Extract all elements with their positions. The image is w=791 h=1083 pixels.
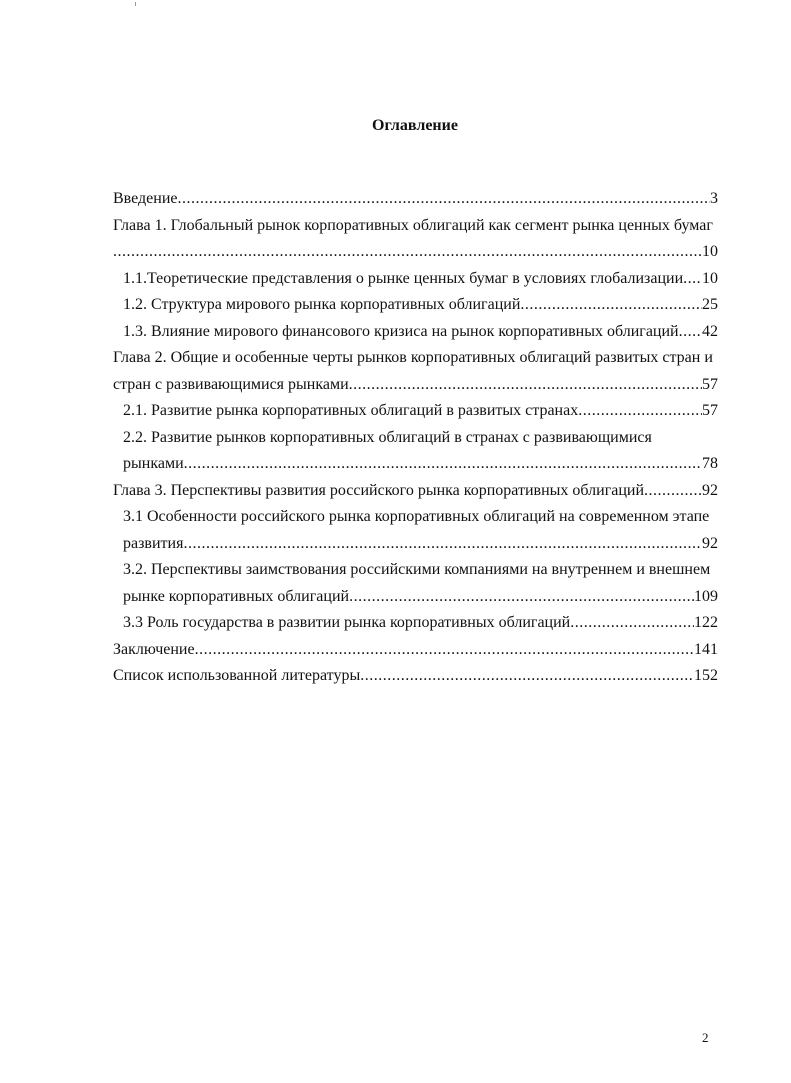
toc-entry-text-cont: стран с развивающимися рынками xyxy=(113,375,349,393)
toc-entry-text-cont: рынками xyxy=(123,455,184,472)
toc-entry-3-2[interactable] xyxy=(113,557,718,584)
toc-entry-text: 2.2. Развитие рынков корпоративных облигаций в странах с развивающимися xyxy=(123,428,652,446)
dot-leader xyxy=(360,663,694,690)
toc-entry-chapter-1-cont[interactable] xyxy=(113,239,718,266)
toc-entry-3-1-cont[interactable] xyxy=(113,531,718,558)
toc-entry-text: Список использованной литературы xyxy=(113,667,361,684)
toc-page-number: 78 xyxy=(702,455,718,472)
toc-page-number: 141 xyxy=(694,640,718,658)
toc-page-number: 92 xyxy=(702,481,718,499)
toc-entry-text: Глава 1. Глобальный рынок корпоративных облигаций как сегмент рынка ценных бумаг xyxy=(113,216,713,234)
toc-entry-text: 1.3. Влияние мирового финансового кризиса на рынок корпоративных облигаций xyxy=(123,322,679,340)
toc-page-number: 109 xyxy=(694,587,718,605)
toc-entry-1-3[interactable] xyxy=(113,319,718,346)
toc-entry-2-2-cont[interactable] xyxy=(113,451,718,478)
page-title: Оглавление xyxy=(372,117,458,134)
toc-entry-text: 1.2. Структура мирового рынка корпоративных облигаций xyxy=(123,296,521,313)
toc-entry-1-2[interactable] xyxy=(113,292,718,319)
dot-leader xyxy=(349,584,694,611)
toc-entry-3-3[interactable] xyxy=(113,610,718,637)
toc-entry-references[interactable] xyxy=(113,663,718,690)
dot-leader xyxy=(113,239,702,266)
toc-page-number: 122 xyxy=(694,614,718,631)
toc-entry-chapter-2-cont[interactable] xyxy=(113,372,718,399)
toc-page-number: 152 xyxy=(694,667,718,684)
toc-entry-text: Заключение xyxy=(113,640,195,658)
toc-entry-text: Глава 3. Перспективы развития российского рынка корпоративных облигаций xyxy=(113,481,645,499)
dot-leader xyxy=(183,531,702,558)
toc-page-number: 42 xyxy=(702,322,718,340)
scan-speck xyxy=(135,2,136,6)
toc-entry-text: Введение xyxy=(113,190,178,207)
toc-entry-intro[interactable] xyxy=(113,186,718,213)
toc-entry-2-1[interactable] xyxy=(113,398,718,425)
toc-page-number: 57 xyxy=(702,402,718,419)
dot-leader xyxy=(644,478,702,505)
toc-entry-1-1[interactable] xyxy=(113,266,718,293)
page-number: 2 xyxy=(702,1030,709,1045)
toc-entry-text: 3.3 Роль государства в развитии рынка корпоративных облигаций xyxy=(123,614,571,631)
toc-page-number: 25 xyxy=(702,296,718,313)
table-of-contents xyxy=(113,186,718,690)
toc-entry-text: 3.2. Перспективы заимствования российскими компаниями на внутреннем и внешнем xyxy=(123,561,711,578)
toc-entry-text-cont: развития xyxy=(123,534,184,552)
toc-entry-2-2[interactable] xyxy=(113,425,718,452)
dot-leader xyxy=(178,186,711,213)
toc-page-number: 92 xyxy=(702,534,718,552)
toc-entry-text: 1.1.Теоретические представления о рынке ценных бумаг в условиях глобализации xyxy=(123,269,684,287)
toc-entry-text: Глава 2. Общие и особенные черты рынков корпоративных облигаций развитых стран и xyxy=(113,349,713,366)
toc-entry-conclusion[interactable] xyxy=(113,637,718,664)
dot-leader xyxy=(578,398,702,425)
dot-leader xyxy=(683,266,702,293)
dot-leader xyxy=(679,319,702,346)
toc-entry-text: 3.1 Особенности российского рынка корпоративных облигаций на современном этапе xyxy=(123,508,710,525)
toc-entry-chapter-3[interactable] xyxy=(113,478,718,505)
toc-entry-chapter-1[interactable] xyxy=(113,213,718,240)
toc-page-number: 3 xyxy=(710,190,718,207)
toc-page-number: 10 xyxy=(702,243,718,260)
toc-entry-text-cont: рынке корпоративных облигаций xyxy=(123,587,350,605)
toc-entry-chapter-2[interactable] xyxy=(113,345,718,372)
dot-leader xyxy=(195,637,694,664)
toc-page-number: 10 xyxy=(702,269,718,287)
toc-entry-3-1[interactable] xyxy=(113,504,718,531)
dot-leader xyxy=(349,372,702,399)
toc-page-number: 57 xyxy=(702,375,718,393)
toc-entry-text: 2.1. Развитие рынка корпоративных облигаций в развитых странах xyxy=(123,402,579,419)
dot-leader xyxy=(570,610,694,637)
toc-entry-3-2-cont[interactable] xyxy=(113,584,718,611)
dot-leader xyxy=(184,451,702,478)
dot-leader xyxy=(520,292,702,319)
